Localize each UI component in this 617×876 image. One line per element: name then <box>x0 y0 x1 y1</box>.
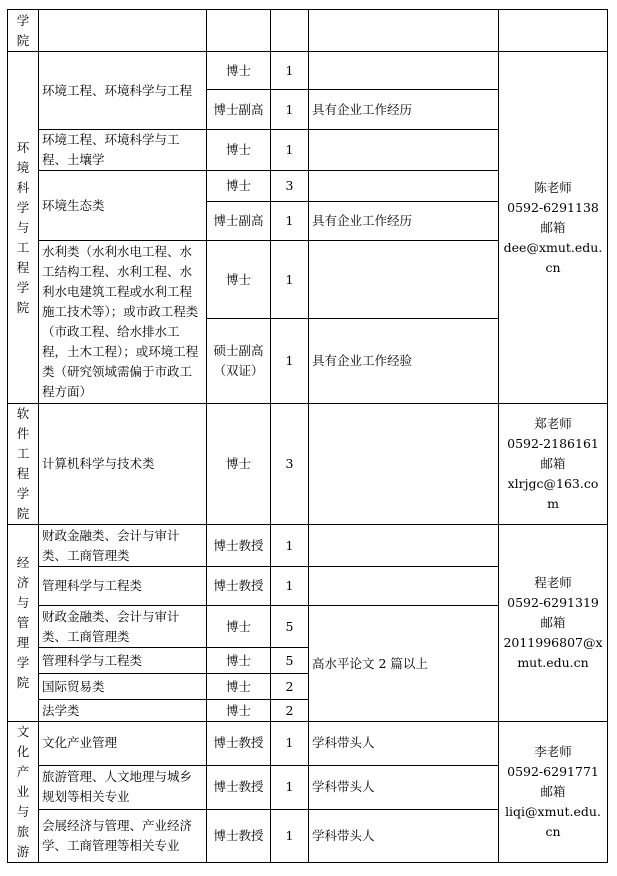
contact-email-label: 邮箱 <box>540 456 566 471</box>
major-cell: 管理科学与工程类 <box>39 567 207 606</box>
major-cell: 计算机科学与技术类 <box>39 404 207 525</box>
college-cell: 环境科学与工程学院 <box>8 52 39 404</box>
major-cell: 法学类 <box>39 700 207 722</box>
title-cell: 博士 <box>207 52 271 90</box>
major-cell: 环境工程、环境科学与工程 <box>39 52 207 130</box>
count-cell <box>271 10 309 52</box>
requirement-cell <box>309 525 499 567</box>
contact-name: 程老师 <box>534 575 572 590</box>
requirement-cell <box>309 52 499 90</box>
contact-cell <box>499 52 608 404</box>
contact-email[interactable]: liqi@xmut.edu.cn <box>505 804 601 839</box>
contact-phone: 0592-6291771 <box>507 764 599 779</box>
title-cell: 博士副高 <box>207 90 271 130</box>
major-cell: 环境生态类 <box>39 171 207 241</box>
major-cell: 水利类（水利水电工程、水工结构工程、水利工程、水利水电建筑工程或水利工程施工技术等）；或市政工程类（市政工程、给水排水工程，土木工程）；或环境工程类（研究领域需偏于市政工程方面） <box>39 241 207 404</box>
requirement-cell <box>309 241 499 319</box>
contact-cell <box>499 525 608 722</box>
major-cell: 国际贸易类 <box>39 674 207 700</box>
contact-phone: 0592-6291319 <box>507 595 599 610</box>
requirement-cell: 具有企业工作经验 <box>309 319 499 404</box>
count-cell: 5 <box>271 648 309 674</box>
count-cell: 3 <box>271 404 309 525</box>
requirement-cell: 学科带头人 <box>309 765 499 809</box>
major-cell: 环境工程、环境科学与工程、土壤学 <box>39 130 207 171</box>
contact-phone: 0592-2186161 <box>507 436 599 451</box>
requirement-cell <box>309 404 499 525</box>
major-cell <box>39 10 207 52</box>
title-cell: 硕士副高（双证） <box>207 319 271 404</box>
major-cell: 财政金融类、会计与审计类、工商管理类 <box>39 606 207 648</box>
contact-name: 陈老师 <box>534 179 572 195</box>
title-cell: 博士 <box>207 674 271 700</box>
count-cell: 1 <box>271 90 309 130</box>
table-row <box>8 404 608 525</box>
title-cell: 博士教授 <box>207 809 271 862</box>
count-cell: 3 <box>271 171 309 202</box>
requirement-cell: 具有企业工作经历 <box>309 202 499 241</box>
major-cell: 会展经济与管理、产业经济学、工商管理等相关专业 <box>39 809 207 862</box>
count-cell: 1 <box>271 202 309 241</box>
title-cell: 博士副高 <box>207 202 271 241</box>
title-cell: 博士 <box>207 241 271 319</box>
requirement-cell: 学科带头人 <box>309 722 499 766</box>
title-cell: 博士教授 <box>207 722 271 766</box>
title-cell: 博士 <box>207 130 271 171</box>
count-cell: 1 <box>271 525 309 567</box>
requirement-cell <box>309 10 499 52</box>
table-row <box>8 10 608 52</box>
title-cell: 博士 <box>207 171 271 202</box>
table-row <box>8 52 608 90</box>
major-cell: 财政金融类、会计与审计类、工商管理类 <box>39 525 207 567</box>
contact-email-label: 邮箱 <box>540 615 566 630</box>
contact-email-label: 邮箱 <box>540 219 566 235</box>
requirement-cell: 具有企业工作经历 <box>309 90 499 130</box>
count-cell: 1 <box>271 130 309 171</box>
title-cell: 博士教授 <box>207 525 271 567</box>
requirement-cell <box>309 130 499 171</box>
college-cell: 软件工程学院 <box>8 404 39 525</box>
title-cell: 博士教授 <box>207 765 271 809</box>
major-cell: 管理科学与工程类 <box>39 648 207 674</box>
contact-cell <box>499 10 608 52</box>
table-row <box>8 525 608 567</box>
count-cell: 1 <box>271 567 309 606</box>
requirement-cell: 学科带头人 <box>309 809 499 862</box>
title-cell: 博士教授 <box>207 567 271 606</box>
count-cell: 2 <box>271 700 309 722</box>
title-cell: 博士 <box>207 648 271 674</box>
college-cell: 经济与管理学院 <box>8 525 39 722</box>
table-row <box>8 722 608 766</box>
contact-name: 李老师 <box>534 744 572 759</box>
count-cell: 1 <box>271 722 309 766</box>
major-cell: 文化产业管理 <box>39 722 207 766</box>
title-cell: 博士 <box>207 404 271 525</box>
requirement-cell <box>309 567 499 606</box>
contact-cell <box>499 404 608 525</box>
contact-cell <box>499 722 608 863</box>
contact-name: 郑老师 <box>534 416 572 431</box>
count-cell: 2 <box>271 674 309 700</box>
requirement-cell <box>309 171 499 202</box>
contact-email[interactable]: 2011996807@xmut.edu.cn <box>503 635 603 670</box>
count-cell: 1 <box>271 809 309 862</box>
count-cell: 1 <box>271 52 309 90</box>
title-cell: 博士 <box>207 606 271 648</box>
count-cell: 5 <box>271 606 309 648</box>
recruitment-table <box>7 9 608 863</box>
contact-email[interactable]: xlrjgc@163.com <box>507 476 599 511</box>
requirement-cell: 高水平论文 2 篇以上 <box>309 606 499 722</box>
contact-email-label: 邮箱 <box>540 784 566 799</box>
contact-email[interactable]: dee@xmut.edu.cn <box>503 239 603 275</box>
major-cell: 旅游管理、人文地理与城乡规划等相关专业 <box>39 765 207 809</box>
title-cell: 博士 <box>207 700 271 722</box>
count-cell: 1 <box>271 319 309 404</box>
count-cell: 1 <box>271 241 309 319</box>
contact-phone: 0592-6291138 <box>507 199 599 215</box>
college-cell: 文化产业与旅游 <box>8 722 39 863</box>
count-cell: 1 <box>271 765 309 809</box>
title-cell <box>207 10 271 52</box>
college-cell: 学院 <box>8 10 39 52</box>
